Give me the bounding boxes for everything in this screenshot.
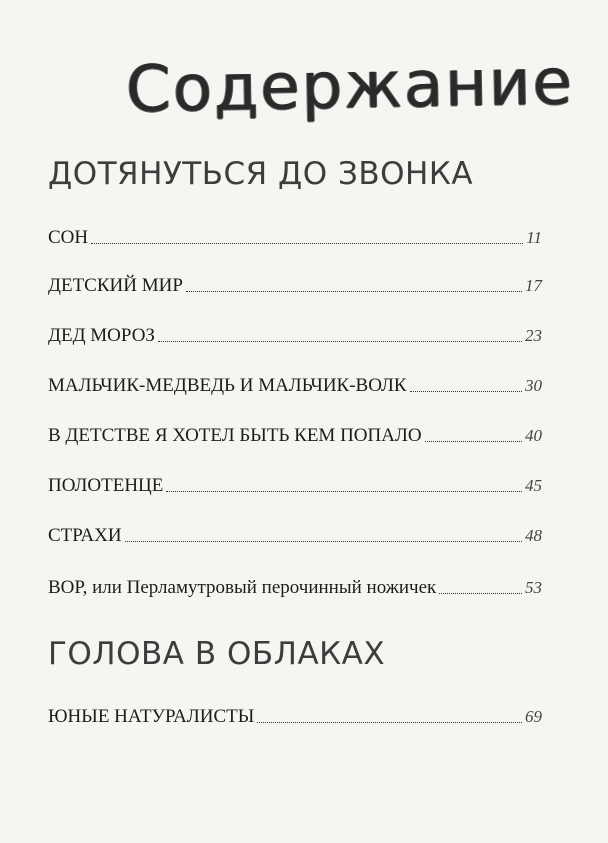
toc-entry-label: ВОР, или Перламутровый перочинный ножичек bbox=[48, 577, 437, 598]
toc-entry[interactable] bbox=[48, 324, 542, 348]
section-heading: ГОЛОВА В ОБЛАКАХ bbox=[48, 636, 386, 672]
toc-entry-page: 69 bbox=[525, 707, 542, 726]
toc-entry[interactable] bbox=[48, 705, 542, 729]
dot-leader bbox=[257, 721, 522, 723]
dot-leader bbox=[410, 390, 522, 392]
toc-entry-label: СОН bbox=[48, 227, 89, 248]
section-heading: ДОТЯНУТЬСЯ ДО ЗВОНКА bbox=[48, 156, 474, 192]
toc-entry-page: 53 bbox=[525, 578, 542, 597]
toc-entry-page: 48 bbox=[525, 526, 542, 545]
dot-leader bbox=[91, 242, 523, 244]
toc-entry-label: МАЛЬЧИК-МЕДВЕДЬ И МАЛЬЧИК-ВОЛК bbox=[48, 375, 407, 396]
toc-entry[interactable] bbox=[48, 474, 542, 498]
toc-entry-page: 11 bbox=[526, 228, 542, 247]
page-title bbox=[125, 29, 575, 145]
toc-entry-page: 40 bbox=[525, 426, 542, 445]
toc-entry-label: ЮНЫЕ НАТУРАЛИСТЫ bbox=[48, 706, 255, 727]
toc-entry-label: В ДЕТСТВЕ Я ХОТЕЛ БЫТЬ КЕМ ПОПАЛО bbox=[48, 425, 422, 446]
toc-entry[interactable] bbox=[48, 576, 542, 600]
toc-entry-page: 23 bbox=[525, 326, 542, 345]
page-title-text: Содержание bbox=[125, 45, 575, 128]
dot-leader bbox=[425, 440, 522, 442]
toc-entry-label: СТРАХИ bbox=[48, 525, 122, 546]
dot-leader bbox=[125, 540, 522, 542]
toc-entry[interactable] bbox=[48, 374, 542, 398]
toc-entry-label: ДЕД МОРОЗ bbox=[48, 325, 155, 346]
toc-entry-page: 45 bbox=[525, 476, 542, 495]
toc-entry-page: 17 bbox=[525, 276, 542, 295]
toc-entry-page: 30 bbox=[525, 376, 542, 395]
toc-entry-label: ДЕТСКИЙ МИР bbox=[48, 275, 183, 296]
toc-entry[interactable] bbox=[48, 226, 542, 250]
dot-leader bbox=[166, 490, 522, 492]
toc-entry[interactable] bbox=[48, 424, 542, 448]
toc-entry-label: ПОЛОТЕНЦЕ bbox=[48, 475, 164, 496]
dot-leader bbox=[186, 290, 522, 292]
toc-entry[interactable] bbox=[48, 274, 542, 298]
toc-entry[interactable] bbox=[48, 524, 542, 548]
dot-leader bbox=[439, 592, 522, 594]
dot-leader bbox=[158, 340, 522, 342]
